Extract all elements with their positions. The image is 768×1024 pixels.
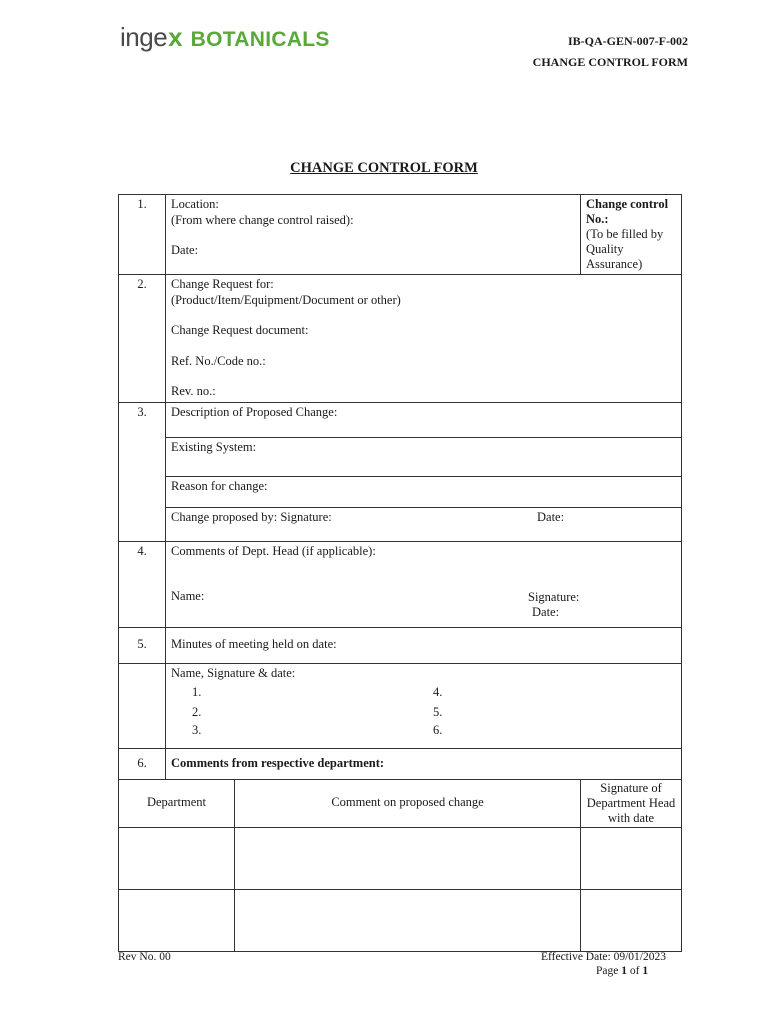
page-of: of — [626, 965, 643, 977]
section-4-row — [119, 541, 682, 627]
comment-column-header: Comment on proposed change — [235, 779, 581, 827]
dept-comments-header-row — [119, 779, 682, 827]
section-3-row-description — [119, 402, 682, 437]
department-column-header: Department — [119, 779, 235, 827]
header-document-title: CHANGE CONTROL FORM — [532, 55, 688, 69]
page-total: 1 — [642, 965, 649, 977]
section-1-number: 1. — [119, 195, 166, 275]
description-cell[interactable] — [166, 402, 682, 437]
attendee-5-label: 5. — [433, 704, 443, 719]
signature-column-header: Signature of Department Head with date — [581, 779, 682, 827]
section-5-blank — [119, 663, 166, 748]
proposed-date-label: Date: — [537, 509, 565, 524]
dept-head-comments-cell[interactable] — [166, 541, 682, 627]
section-1-location-cell[interactable] — [166, 195, 581, 275]
section-2-row — [119, 275, 682, 403]
dept-head-comments-label: Comments of Dept. Head (if applicable): — [171, 543, 376, 558]
section-1-row — [119, 195, 682, 275]
change-control-no-label: Change control No.: — [586, 197, 669, 226]
request-for-label: Change Request for: — [171, 277, 274, 291]
section-2-request-cell[interactable] — [166, 275, 682, 403]
comment-cell[interactable] — [235, 827, 581, 889]
section-3-row-existing — [119, 437, 682, 476]
attendee-4-label: 4. — [433, 684, 443, 699]
minutes-cell[interactable] — [166, 627, 682, 663]
department-cell[interactable] — [119, 827, 235, 889]
dept-comments-row — [119, 827, 682, 889]
comment-cell[interactable] — [235, 889, 581, 951]
name-signature-label: Name, Signature & date: — [171, 665, 296, 680]
section-3-row-reason — [119, 476, 682, 507]
location-hint: (From where change control raised): — [171, 212, 354, 227]
form-title: CHANGE CONTROL FORM — [290, 160, 478, 176]
description-label: Description of Proposed Change: — [171, 404, 338, 419]
change-control-table — [118, 194, 682, 952]
page-current: 1 — [621, 965, 627, 977]
date-label: Date: — [171, 243, 199, 257]
dept-head-signature-label: Signature: — [528, 589, 580, 604]
section-6-row — [119, 748, 682, 779]
signature-cell[interactable] — [581, 889, 682, 951]
page-number — [596, 965, 648, 977]
attendee-6-label: 6. — [433, 722, 443, 737]
name-signature-cell[interactable] — [166, 663, 682, 748]
logo-text-x: x — [168, 22, 183, 52]
dept-head-date-label: Date: — [532, 604, 560, 619]
reason-cell[interactable] — [166, 476, 682, 507]
proposed-by-label: Change proposed by: Signature: — [171, 509, 332, 524]
minutes-label: Minutes of meeting held on date: — [171, 637, 337, 652]
request-document-label: Change Request document: — [171, 323, 309, 337]
attendee-2-label: 2. — [192, 704, 202, 719]
revision-number: Rev No. 00 — [118, 951, 171, 963]
effective-date: Effective Date: 09/01/2023 — [541, 951, 666, 963]
location-label: Location: — [171, 197, 219, 211]
attendee-3-label: 3. — [192, 722, 202, 737]
section-5-row-signatures — [119, 663, 682, 748]
section-3-row-proposed-by — [119, 507, 682, 541]
section-2-number: 2. — [119, 275, 166, 403]
dept-comments-heading: Comments from respective department: — [166, 748, 682, 779]
reason-label: Reason for change: — [171, 478, 268, 493]
signature-cell[interactable] — [581, 827, 682, 889]
change-control-no-hint: (To be filled by Quality Assurance) — [586, 227, 664, 271]
section-3-number: 3. — [119, 402, 166, 541]
proposed-by-cell[interactable] — [166, 507, 682, 541]
logo-text-botanicals: BOTANICALS — [190, 28, 330, 51]
existing-system-label: Existing System: — [171, 439, 257, 454]
document-code: IB-QA-GEN-007-F-002 — [568, 34, 688, 48]
ref-no-label: Ref. No./Code no.: — [171, 353, 266, 368]
dept-comments-row — [119, 889, 682, 951]
section-5-row-minutes — [119, 627, 682, 663]
page-prefix: Page — [596, 965, 622, 977]
logo-text-inge: inge — [120, 22, 168, 52]
section-4-number: 4. — [119, 541, 166, 627]
rev-no-label: Rev. no.: — [171, 384, 216, 398]
request-for-hint: (Product/Item/Equipment/Document or other) — [171, 292, 401, 307]
section-5-number: 5. — [119, 627, 166, 663]
attendee-1-label: 1. — [192, 684, 202, 699]
section-6-number: 6. — [119, 748, 166, 779]
company-logo — [120, 22, 330, 53]
department-cell[interactable] — [119, 889, 235, 951]
dept-head-name-label: Name: — [171, 589, 205, 603]
change-control-no-cell[interactable] — [581, 195, 682, 275]
existing-system-cell[interactable] — [166, 437, 682, 476]
